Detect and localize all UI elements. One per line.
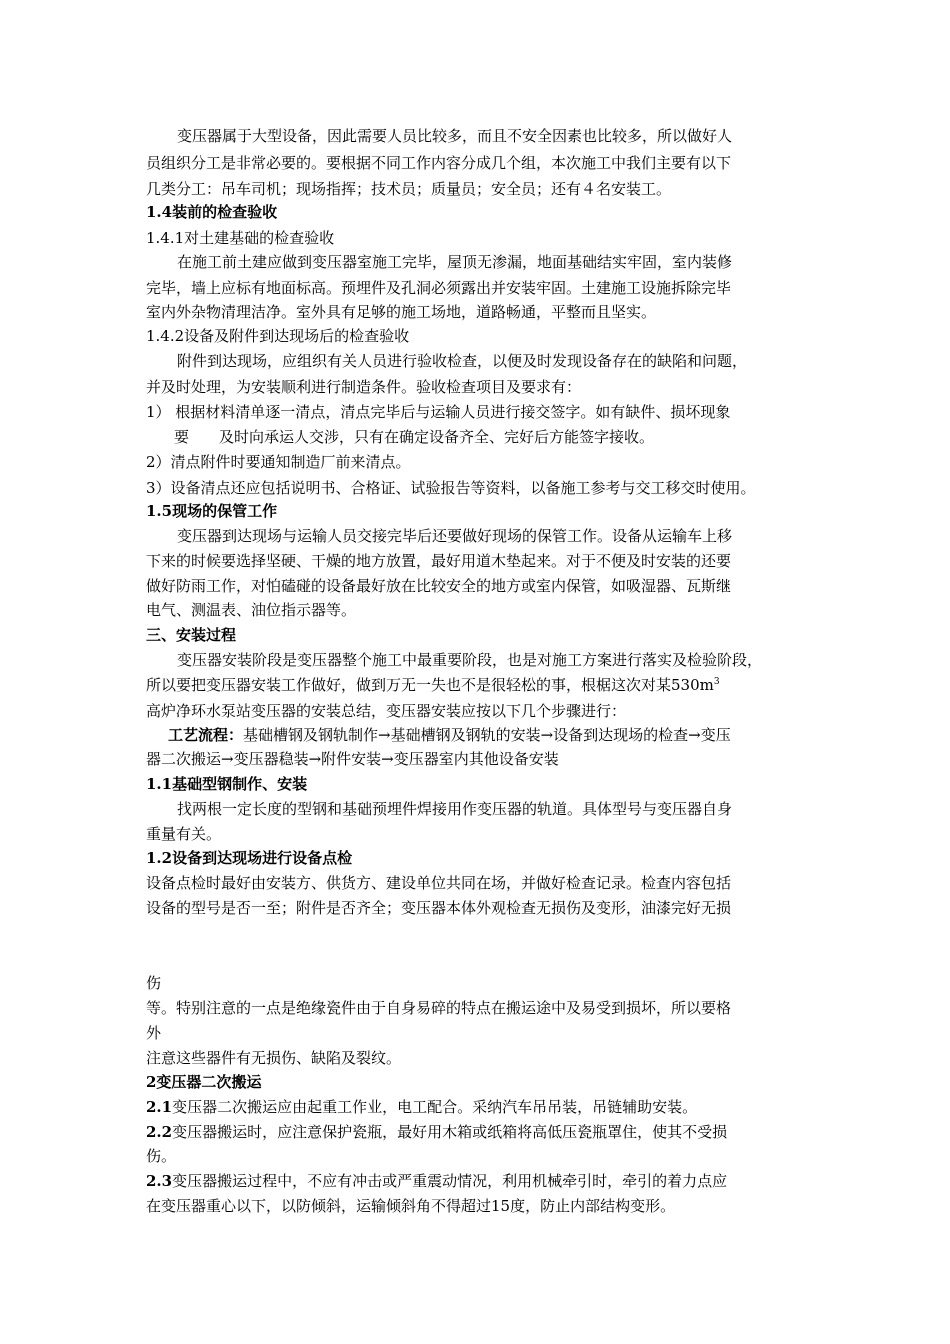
- list-item: 2）清点附件时要通知制造厂前来清点。: [146, 453, 411, 471]
- paragraph-line: 变压器到达现场与运输人员交接完毕后还要做好现场的保管工作。设备从运输车上移: [177, 527, 733, 545]
- process-flow-line: [168, 725, 731, 745]
- paragraph-line: 伤: [146, 974, 162, 992]
- item-text: 变压器搬运时，应注意保护瓷瓶，最好用木箱或纸箱将高低压瓷瓶罩住，使其不受损: [172, 1123, 728, 1141]
- numbered-item: [146, 1122, 727, 1142]
- paragraph-line: 变压器属于大型设备，因此需要人员比较多，而且不安全因素也比较多，所以做好人: [177, 127, 733, 145]
- subsection-heading: 1.4.1对土建基础的检查验收: [146, 229, 335, 247]
- list-item-continuation: 要 及时向承运人交涉，只有在确定设备齐全、完好后方能签字接收。: [174, 428, 655, 446]
- item-text: 变压器搬运过程中，不应有冲击或严重震动情况，利用机械牵引时，牵引的着力点应: [172, 1172, 728, 1190]
- paragraph-line: 设备的型号是否一至；附件是否齐全；变压器本体外观检查无损伤及变形，油漆完好无损: [146, 899, 732, 917]
- paragraph-line: 注意这些器件有无损伤、缺陷及裂纹。: [146, 1049, 402, 1067]
- paragraph-line: 重量有关。: [146, 825, 222, 843]
- paragraph-line: 做好防雨工作，对怕磕碰的设备最好放在比较安全的地方或室内保管，如吸湿器、瓦斯继: [146, 577, 732, 595]
- item-number: 2.2: [146, 1123, 173, 1141]
- paragraph-line: 器二次搬运→变压器稳装→附件安装→变压器室内其他设备安装: [146, 750, 559, 768]
- paragraph-line: 并及时处理，为安装顺利进行制造条件。验收检查项目及要求有：: [146, 378, 582, 396]
- process-flow-label: 工艺流程：: [168, 726, 244, 744]
- numbered-item-continuation: 在变压器重心以下，以防倾斜，运输倾斜角不得超过15度，防止内部结构变形。: [146, 1197, 676, 1215]
- section-heading: 2变压器二次搬运: [146, 1073, 262, 1091]
- list-item: 3）设备清点还应包括说明书、合格证、试验报告等资料，以备施工参考与交工移交时使用。: [146, 479, 756, 497]
- section-heading: 1.1基础型钢制作、安装: [146, 775, 308, 793]
- paragraph-line: 几类分工：吊车司机；现场指挥；技术员；质量员；安全员；还有４名安装工。: [146, 180, 672, 198]
- paragraph-text: 所以要把变压器安装工作做好，做到万无一失也不是很轻松的事，根椐这次对某530m: [146, 676, 714, 694]
- section-heading: 1.4装前的检查验收: [146, 203, 278, 221]
- item-text: 变压器二次搬运应由起重工作业，电工配合。采纳汽车吊吊装，吊链辅助安装。: [172, 1098, 698, 1116]
- paragraph-line: 员组织分工是非常必要的。要根据不同工作内容分成几个组，本次施工中我们主要有以下: [146, 154, 732, 172]
- paragraph-line: 下来的时候要选择坚硬、干燥的地方放置，最好用道木垫起来。对于不便及时安装的还要: [146, 552, 732, 570]
- item-number: 2.1: [146, 1098, 173, 1116]
- section-heading: 1.2设备到达现场进行设备点检: [146, 849, 353, 867]
- paragraph-line: 外: [146, 1024, 162, 1042]
- numbered-item: [146, 1097, 697, 1117]
- paragraph-line: 电气、测温表、油位指示器等。: [146, 601, 357, 619]
- numbered-item: [146, 1171, 727, 1191]
- paragraph-line: 高炉净环水泵站变压器的安装总结，变压器安装应按以下几个步骤进行：: [146, 702, 627, 720]
- paragraph-line: 变压器安装阶段是变压器整个施工中最重要阶段，也是对施工方案进行落实及检验阶段，: [177, 651, 763, 669]
- numbered-item-continuation: 伤。: [146, 1147, 177, 1165]
- paragraph-line: [146, 675, 720, 695]
- list-item: 1） 根据材料清单逐一清点，清点完毕后与运输人员进行接交签字。如有缺件、损坏现象: [146, 403, 731, 421]
- paragraph-line: 完毕，墙上应标有地面标高。预埋件及孔洞必须露出并安装牢固。土建施工设施拆除完毕: [146, 279, 732, 297]
- chapter-heading: 三、安装过程: [146, 626, 237, 644]
- paragraph-line: 找两根一定长度的型钢和基础预埋件焊接用作变压器的轨道。具体型号与变压器自身: [177, 800, 733, 818]
- paragraph-line: 等。特别注意的一点是绝缘瓷件由于自身易碎的特点在搬运途中及易受到损坏，所以要格: [146, 999, 732, 1017]
- section-heading: 1.5现场的保管工作: [146, 502, 278, 520]
- item-number: 2.3: [146, 1172, 173, 1190]
- paragraph-line: 在施工前土建应做到变压器室施工完毕，屋顶无渗漏，地面基础结实牢固，室内装修: [177, 253, 733, 271]
- subsection-heading: 1.4.2设备及附件到达现场后的检查验收: [146, 327, 410, 345]
- process-flow-text: 基础槽钢及钢轨制作→基础槽钢及钢轨的安装→设备到达现场的检查→变压: [243, 726, 731, 744]
- superscript: 3: [713, 677, 720, 687]
- paragraph-line: 设备点检时最好由安装方、供货方、建设单位共同在场，并做好检查记录。检查内容包括: [146, 874, 732, 892]
- paragraph-line: 室内外杂物清理洁净。室外具有足够的施工场地，道路畅通，平整而且坚实。: [146, 303, 657, 321]
- paragraph-line: 附件到达现场，应组织有关人员进行验收检查，以便及时发现设备存在的缺陷和问题，: [177, 352, 748, 370]
